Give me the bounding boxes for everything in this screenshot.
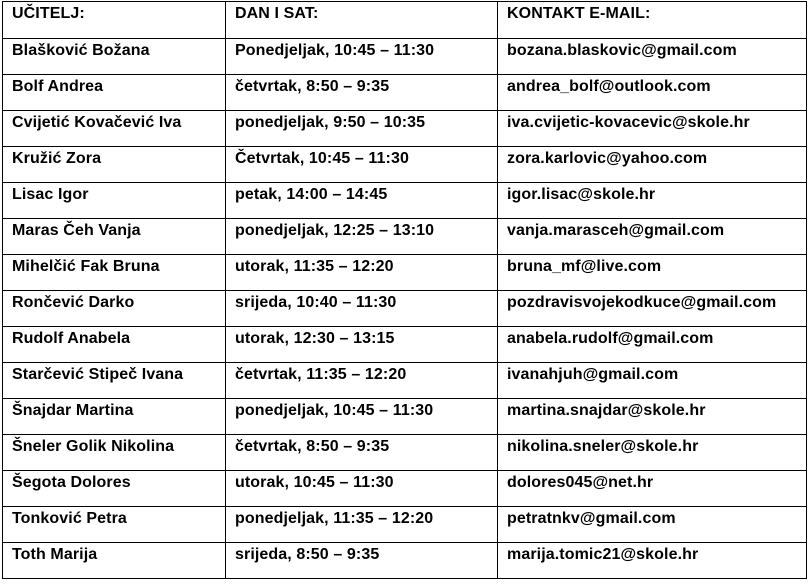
- teacher-name-cell: Mihelčić Fak Bruna: [3, 255, 226, 291]
- table-header: [3, 2, 807, 39]
- email-cell: bozana.blaskovic@gmail.com: [498, 39, 807, 75]
- email-cell: nikolina.sneler@skole.hr: [498, 435, 807, 471]
- email-cell: pozdravisvojekodkuce@gmail.com: [498, 291, 807, 327]
- table-row: [3, 111, 807, 147]
- header-teacher: UČITELJ:: [3, 2, 226, 39]
- teacher-name-cell: Cvijetić Kovačević Iva: [3, 111, 226, 147]
- table-row: [3, 255, 807, 291]
- table-row: [3, 507, 807, 543]
- day-time-cell: petak, 14:00 – 14:45: [226, 183, 498, 219]
- teacher-name-cell: Rudolf Anabela: [3, 327, 226, 363]
- email-cell: marija.tomic21@skole.hr: [498, 543, 807, 579]
- table-row: [3, 363, 807, 399]
- table-row: [3, 471, 807, 507]
- day-time-cell: utorak, 11:35 – 12:20: [226, 255, 498, 291]
- day-time-cell: ponedjeljak, 12:25 – 13:10: [226, 219, 498, 255]
- email-cell: martina.snajdar@skole.hr: [498, 399, 807, 435]
- email-cell: petratnkv@gmail.com: [498, 507, 807, 543]
- teacher-name-cell: Tonković Petra: [3, 507, 226, 543]
- table-row: [3, 147, 807, 183]
- table-row: [3, 183, 807, 219]
- header-day-time: DAN I SAT:: [226, 2, 498, 39]
- table-row: [3, 399, 807, 435]
- teacher-name-cell: Rončević Darko: [3, 291, 226, 327]
- table-row: [3, 75, 807, 111]
- email-cell: vanja.marasceh@gmail.com: [498, 219, 807, 255]
- table-row: [3, 435, 807, 471]
- day-time-cell: Četvrtak, 10:45 – 11:30: [226, 147, 498, 183]
- teacher-name-cell: Šneler Golik Nikolina: [3, 435, 226, 471]
- email-cell: andrea_bolf@outlook.com: [498, 75, 807, 111]
- email-cell: ivanahjuh@gmail.com: [498, 363, 807, 399]
- table-row: [3, 219, 807, 255]
- teacher-name-cell: Kružić Zora: [3, 147, 226, 183]
- day-time-cell: ponedjeljak, 11:35 – 12:20: [226, 507, 498, 543]
- day-time-cell: utorak, 10:45 – 11:30: [226, 471, 498, 507]
- day-time-cell: četvrtak, 8:50 – 9:35: [226, 435, 498, 471]
- teacher-name-cell: Blašković Božana: [3, 39, 226, 75]
- email-cell: anabela.rudolf@gmail.com: [498, 327, 807, 363]
- email-cell: igor.lisac@skole.hr: [498, 183, 807, 219]
- teacher-name-cell: Starčević Stipeč Ivana: [3, 363, 226, 399]
- email-cell: bruna_mf@live.com: [498, 255, 807, 291]
- table-row: [3, 543, 807, 579]
- table-body: [3, 39, 807, 579]
- teacher-name-cell: Šegota Dolores: [3, 471, 226, 507]
- table-row: [3, 291, 807, 327]
- table-row: [3, 39, 807, 75]
- day-time-cell: srijeda, 8:50 – 9:35: [226, 543, 498, 579]
- day-time-cell: utorak, 12:30 – 13:15: [226, 327, 498, 363]
- day-time-cell: četvrtak, 8:50 – 9:35: [226, 75, 498, 111]
- day-time-cell: četvrtak, 11:35 – 12:20: [226, 363, 498, 399]
- day-time-cell: ponedjeljak, 10:45 – 11:30: [226, 399, 498, 435]
- teacher-name-cell: Bolf Andrea: [3, 75, 226, 111]
- email-cell: iva.cvijetic-kovacevic@skole.hr: [498, 111, 807, 147]
- teacher-name-cell: Šnajdar Martina: [3, 399, 226, 435]
- day-time-cell: ponedjeljak, 9:50 – 10:35: [226, 111, 498, 147]
- table-row: [3, 327, 807, 363]
- email-cell: zora.karlovic@yahoo.com: [498, 147, 807, 183]
- day-time-cell: Ponedjeljak, 10:45 – 11:30: [226, 39, 498, 75]
- teacher-contact-table: [2, 1, 807, 579]
- header-email: KONTAKT E-MAIL:: [498, 2, 807, 39]
- day-time-cell: srijeda, 10:40 – 11:30: [226, 291, 498, 327]
- header-row: [3, 2, 807, 39]
- teacher-name-cell: Lisac Igor: [3, 183, 226, 219]
- email-cell: dolores045@net.hr: [498, 471, 807, 507]
- teacher-name-cell: Maras Čeh Vanja: [3, 219, 226, 255]
- teacher-name-cell: Toth Marija: [3, 543, 226, 579]
